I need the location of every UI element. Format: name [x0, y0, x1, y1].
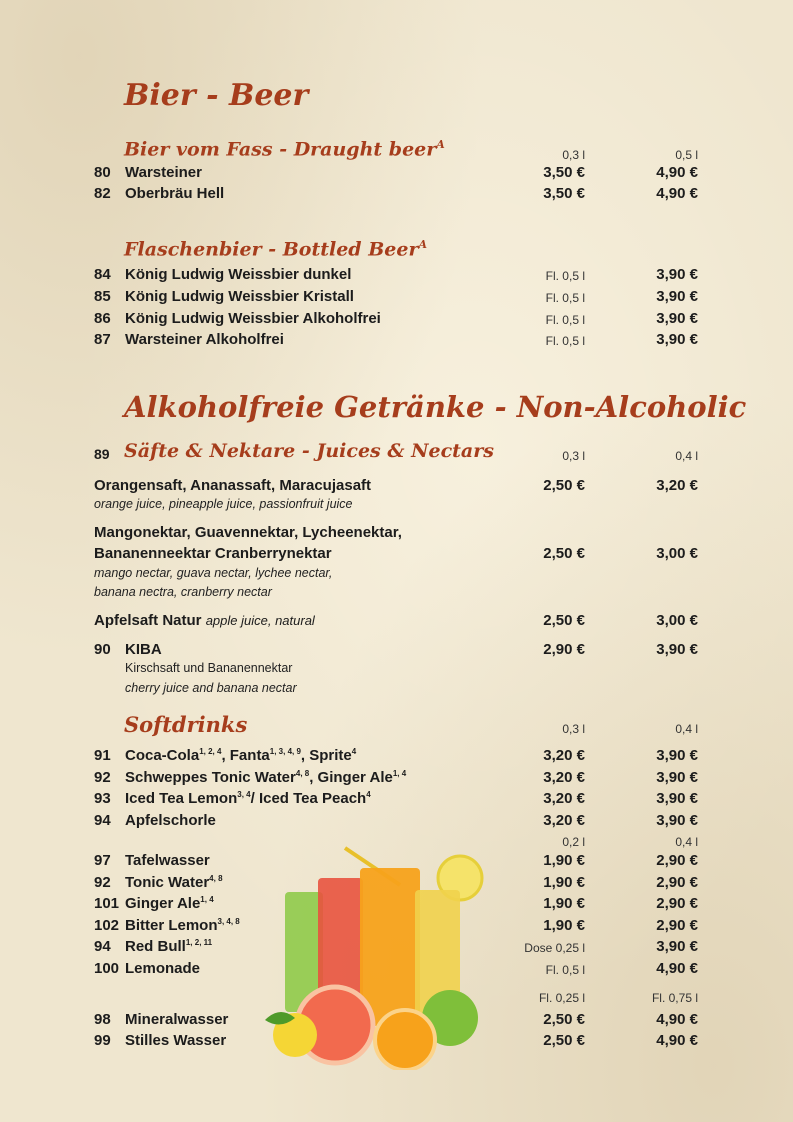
item-name-text: Red Bull — [125, 938, 186, 955]
menu-row — [0, 612, 793, 632]
orange-slice-icon — [375, 1010, 435, 1070]
allergen-codes: 1, 2, 11 — [185, 938, 213, 947]
allergen-codes: 1, 4 — [392, 768, 407, 778]
item-name-text: / Iced Tea Peach — [250, 790, 367, 807]
allergen-codes: 4, 8 — [295, 768, 310, 778]
price-large: 3,00 € — [656, 545, 698, 562]
menu-row — [0, 288, 793, 308]
size-header-fl025: Fl. 0,25 l — [538, 991, 585, 1005]
price-small: 2,90 € — [543, 641, 585, 658]
item-name: KIBA — [125, 641, 162, 658]
flasche-title-sup: A — [418, 238, 428, 251]
item-name-text: Apfelsaft Natur — [94, 612, 202, 629]
item-number: 82 — [94, 185, 111, 202]
item-number: 101 — [94, 895, 120, 912]
item-number: 94 — [94, 938, 111, 955]
fass-title-text: Bier vom Fass - Draught beer — [124, 138, 437, 161]
item-name: König Ludwig Weissbier dunkel — [125, 266, 352, 283]
price-large: 3,90 € — [656, 266, 698, 283]
item-description: apple juice, natural — [205, 613, 315, 628]
size-header-05: 0,5 l — [675, 148, 698, 162]
item-name — [125, 895, 214, 912]
item-number: 91 — [94, 747, 111, 764]
price-large: 3,90 € — [656, 938, 698, 955]
item-name-text: Tonic Water — [125, 873, 210, 891]
item-description: orange juice, pineapple juice, passionfruit juice — [94, 497, 353, 511]
item-name-text: Apfelschorle — [125, 811, 216, 829]
price-large: 3,90 € — [656, 331, 698, 348]
item-number: 87 — [94, 331, 111, 348]
price-small: 2,50 € — [543, 1011, 585, 1028]
item-name: Mangonektar, Guavennektar, Lycheenektar, — [94, 524, 402, 541]
item-name-text: Tafelwasser — [125, 852, 210, 869]
item-name-text: Coca-Cola — [125, 747, 200, 764]
item-size: Fl. 0,5 l — [545, 313, 585, 327]
price-small: 3,20 € — [543, 790, 585, 807]
allergen-codes: 4 — [366, 790, 371, 799]
menu-row — [0, 164, 793, 184]
item-name-text: , Fanta — [221, 747, 270, 764]
item-name — [125, 917, 240, 934]
price-large: 3,90 € — [656, 768, 698, 786]
item-number: 92 — [94, 873, 111, 891]
item-number: 85 — [94, 288, 111, 305]
menu-row — [0, 545, 793, 565]
item-name — [125, 1011, 228, 1028]
price-small: 3,20 € — [543, 811, 585, 829]
section-title-alkoholfrei: Alkoholfreie Getränke - Non-Alcoholic — [124, 390, 747, 424]
item-size: Fl. 0,5 l — [545, 291, 585, 305]
menu-row — [0, 769, 793, 789]
price-large: 2,90 € — [656, 895, 698, 912]
price-small: 2,50 € — [543, 1032, 585, 1049]
allergen-codes: 3, 4 — [237, 790, 251, 799]
item-number: 98 — [94, 1011, 111, 1028]
allergen-codes: 1, 3, 4, 9 — [269, 747, 301, 756]
item-number: 86 — [94, 310, 111, 327]
price-small: 3,50 € — [543, 164, 585, 181]
subsection-title-fass — [124, 138, 445, 160]
size-header-04: 0,4 l — [675, 449, 698, 463]
item-name-text: , Ginger Ale — [309, 768, 393, 786]
flasche-title-text: Flaschenbier - Bottled Beer — [124, 238, 419, 261]
price-small: 2,50 € — [543, 545, 585, 562]
price-large: 3,90 € — [656, 310, 698, 327]
item-name: Warsteiner Alkoholfrei — [125, 331, 284, 348]
allergen-codes: 1, 2, 4 — [199, 747, 222, 756]
item-name — [125, 790, 371, 807]
menu-row — [0, 790, 793, 810]
menu-row — [0, 185, 793, 205]
size-header-04: 0,4 l — [675, 722, 698, 736]
orange-glass-icon — [360, 868, 420, 1026]
price-large: 4,90 € — [656, 185, 698, 202]
subsection-title-saefte: Säfte & Nektare - Juices & Nectars — [124, 440, 494, 462]
item-name-text: Stilles Wasser — [125, 1032, 227, 1049]
price-large: 3,90 € — [656, 288, 698, 305]
menu-row — [0, 747, 793, 767]
price-small: 1,90 € — [543, 895, 585, 912]
size-header-fl075: Fl. 0,75 l — [651, 991, 698, 1005]
menu-row — [0, 812, 793, 832]
size-header-03: 0,3 l — [562, 722, 585, 736]
price-small: 1,90 € — [543, 916, 585, 934]
item-name-text: Bitter Lemon — [125, 916, 218, 934]
price-small: 3,20 € — [543, 768, 585, 786]
price-large: 4,90 € — [656, 1032, 698, 1049]
price-large: 4,90 € — [656, 959, 698, 977]
menu-row — [0, 641, 793, 661]
item-name — [125, 747, 356, 764]
item-name — [125, 874, 223, 891]
item-description: cherry juice and banana nectar — [125, 681, 297, 695]
item-name-text: Mineralwasser — [125, 1011, 229, 1028]
item-number: 97 — [94, 852, 111, 869]
item-number: 94 — [94, 811, 111, 829]
item-name — [94, 612, 315, 629]
item-name — [125, 960, 200, 977]
price-large: 3,90 € — [656, 811, 698, 829]
size-header-02: 0,2 l — [562, 835, 585, 849]
item-name-text: , Sprite — [300, 747, 352, 764]
item-name-text: Lemonade — [125, 959, 201, 977]
item-number: 93 — [94, 790, 111, 807]
price-small: 1,90 € — [543, 873, 585, 891]
item-size: Fl. 0,5 l — [545, 962, 585, 977]
size-header-04b: 0,4 l — [675, 835, 698, 849]
allergen-codes: 1, 4 — [200, 895, 214, 904]
allergen-codes: 4 — [351, 747, 357, 756]
menu-row — [0, 331, 793, 351]
price-small: 2,50 € — [543, 612, 585, 629]
item-number: 100 — [94, 959, 120, 977]
item-name — [125, 812, 216, 829]
price-small: 2,50 € — [543, 477, 585, 494]
menu-row — [0, 310, 793, 330]
item-number: 80 — [94, 164, 111, 181]
item-size: Fl. 0,5 l — [545, 334, 585, 348]
item-name: König Ludwig Weissbier Kristall — [125, 288, 354, 305]
price-large: 3,90 € — [656, 790, 698, 807]
item-number: 84 — [94, 266, 111, 283]
item-number: 92 — [94, 768, 111, 786]
price-large: 3,90 € — [656, 747, 698, 764]
allergen-codes: 4, 8 — [209, 873, 223, 883]
price-small: 3,50 € — [543, 185, 585, 202]
item-number: 90 — [94, 641, 111, 658]
allergen-codes: 3, 4, 8 — [217, 916, 240, 926]
menu-row — [0, 477, 793, 497]
size-header-03: 0,3 l — [562, 148, 585, 162]
size-header-03: 0,3 l — [562, 449, 585, 463]
item-name: Oberbräu Hell — [125, 185, 225, 202]
item-name-text: Iced Tea Lemon — [125, 790, 238, 807]
price-large: 3,20 € — [656, 477, 698, 494]
item-name: Warsteiner — [125, 164, 202, 181]
subsection-title-softdrinks: Softdrinks — [124, 712, 248, 737]
item-name: König Ludwig Weissbier Alkoholfrei — [125, 310, 381, 327]
price-large: 3,90 € — [656, 641, 698, 658]
item-name — [125, 1032, 226, 1049]
item-number: 89 — [94, 446, 110, 462]
price-large: 2,90 € — [656, 873, 698, 891]
item-name — [125, 769, 406, 786]
item-number: 99 — [94, 1032, 111, 1049]
price-large: 4,90 € — [656, 1011, 698, 1028]
item-name-text: Ginger Ale — [125, 895, 201, 912]
fass-title-sup: A — [436, 138, 445, 151]
section-title-bier: Bier - Beer — [124, 78, 309, 113]
menu-row — [0, 524, 793, 544]
price-small: 3,20 € — [543, 747, 585, 764]
price-large: 4,90 € — [656, 164, 698, 181]
item-name: Orangensaft, Ananassaft, Maracujasaft — [94, 477, 372, 494]
price-small: 1,90 € — [543, 852, 585, 869]
juice-glasses-illustration — [250, 840, 490, 1070]
saefte-header — [0, 440, 793, 468]
item-description: banana nectra, cranberry nectar — [94, 585, 272, 599]
price-large: 2,90 € — [656, 916, 698, 934]
subsection-title-flasche — [124, 238, 427, 260]
item-name — [125, 852, 210, 869]
price-large: 2,90 € — [656, 852, 698, 869]
menu-row — [0, 266, 793, 286]
item-size: Dose 0,25 l — [524, 941, 585, 955]
item-description: mango nectar, guava nectar, lychee nectar, — [94, 566, 333, 580]
item-name: Bananenneektar Cranberrynektar — [94, 545, 332, 562]
price-large: 3,00 € — [656, 612, 698, 629]
item-description: Kirschsaft und Bananennektar — [125, 661, 293, 675]
item-number: 102 — [94, 916, 120, 934]
item-size: Fl. 0,5 l — [545, 269, 585, 283]
item-name-text: Schweppes Tonic Water — [125, 768, 296, 786]
item-name — [125, 938, 212, 955]
